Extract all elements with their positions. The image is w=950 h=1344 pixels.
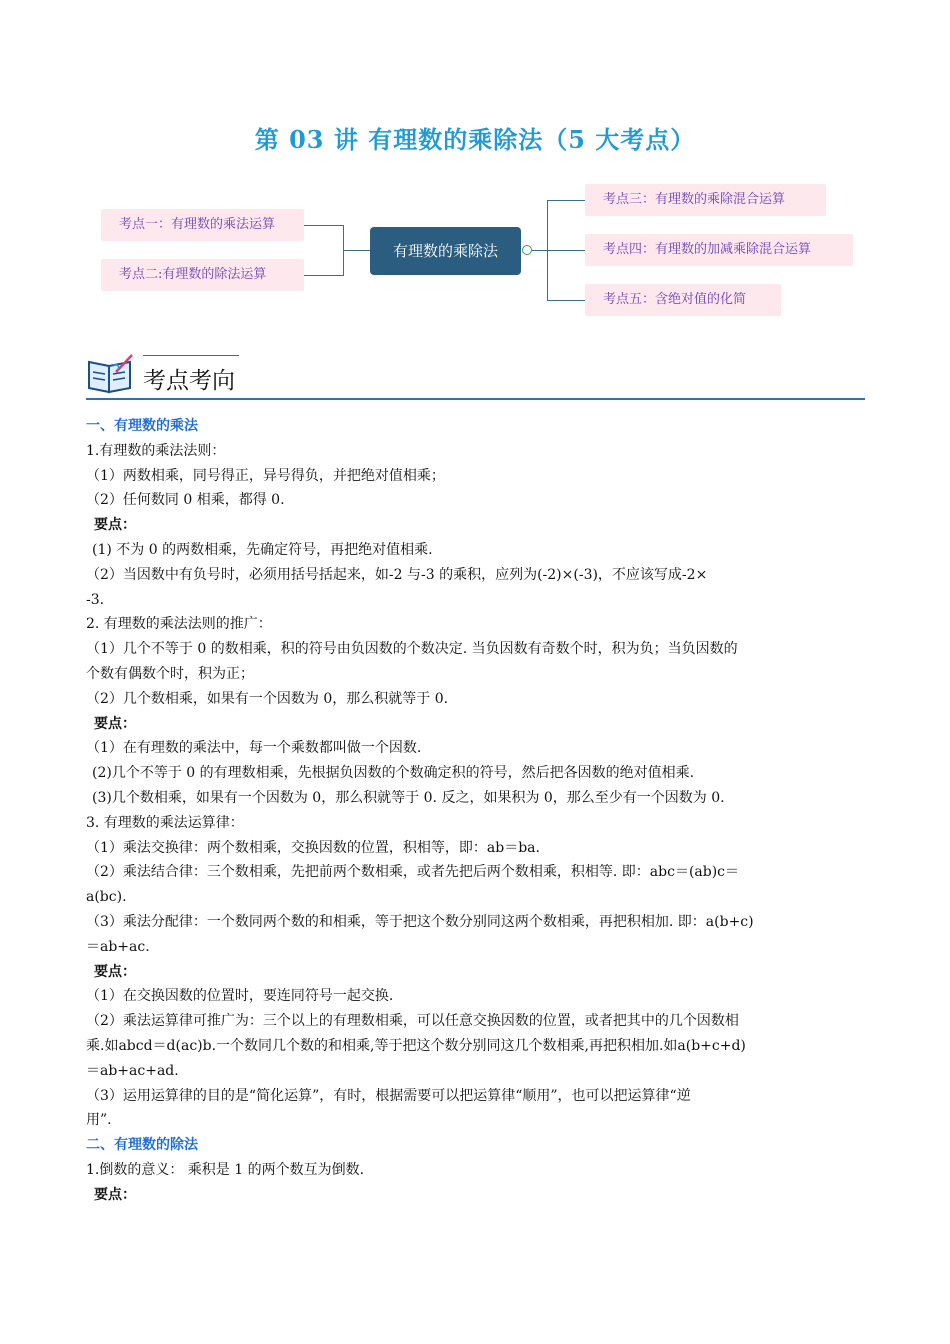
text-line: （2）当因数中有负号时，必须用括号括起来，如-2 与-3 的乘积，应列为(-2)×(-3)，不应该写成-2× — [86, 566, 708, 583]
text-line: （2）几个数相乘，如果有一个因数为 0，那么积就等于 0. — [86, 690, 449, 707]
text-line: 1.倒数的意义： 乘积是 1 的两个数互为倒数. — [86, 1161, 365, 1178]
connector-line — [343, 250, 370, 251]
text-line: ＝ab+ac+ad. — [86, 1062, 179, 1079]
text-line: 乘.如abcd＝d(ac)b.一个数同几个数的和相乘,等于把这个数分别同这几个数相乘,再把积相加.如a(b+c+d) — [86, 1037, 746, 1054]
mindmap-node-3: 考点三：有理数的乘除混合运算 — [585, 184, 826, 216]
key-point-label: 要点： — [94, 963, 136, 980]
text-line: 2. 有理数的乘法法则的推广： — [86, 616, 272, 633]
text-line: 1.有理数的乘法法则： — [86, 442, 226, 459]
mindmap-node-2: 考点二:有理数的除法运算 — [101, 259, 304, 291]
text-line: （1）几个不等于 0 的数相乘，积的符号由负因数的个数决定. 当负因数有奇数个时，积为负；当负因数的 — [86, 641, 738, 658]
connector-line — [304, 225, 344, 226]
heading-multiplication: 一、有理数的乘法 — [86, 418, 198, 434]
section-top-line — [143, 355, 239, 356]
text-line: （3）运用运算律的目的是“简化运算”，有时，根据需要可以把运算律“顺用”，也可以把运算律“逆 — [86, 1087, 691, 1104]
connector-line — [547, 200, 585, 201]
key-point-label: 要点： — [94, 517, 136, 534]
key-point-label: 要点： — [94, 1186, 136, 1203]
text-line: -3. — [86, 591, 105, 608]
text-line: (1) 不为 0 的两数相乘，先确定符号，再把绝对值相乘. — [92, 541, 433, 558]
connector-line — [304, 275, 344, 276]
text-line: （1）乘法交换律：两个数相乘，交换因数的位置，积相等，即：ab＝ba. — [86, 839, 540, 856]
text-line: （2）乘法运算律可推广为：三个以上的有理数相乘，可以任意交换因数的位置，或者把其中的几个因数相 — [86, 1013, 739, 1030]
connector-line — [547, 300, 585, 301]
collapse-dot-icon — [522, 245, 532, 255]
text-line: (3)几个数相乘，如果有一个因数为 0，那么积就等于 0. 反之，如果积为 0，那么至少有一个因数为 0. — [92, 789, 725, 806]
book-icon — [86, 352, 136, 394]
section-title: 考点考向 — [143, 368, 235, 394]
mindmap-node-4: 考点四：有理数的加减乘除混合运算 — [585, 234, 853, 266]
text-line: ＝ab+ac. — [86, 938, 150, 955]
key-point-label: 要点： — [94, 715, 136, 732]
text-line: 用”. — [86, 1112, 112, 1129]
connector-line — [547, 250, 585, 251]
mindmap-node-1: 考点一：有理数的乘法运算 — [101, 209, 304, 241]
mindmap-center-node: 有理数的乘除法 — [370, 227, 521, 275]
text-line: 3. 有理数的乘法运算律： — [86, 814, 244, 831]
text-line: a(bc). — [86, 889, 127, 906]
text-line: (2)几个不等于 0 的有理数相乘，先根据负因数的个数确定积的符号，然后把各因数的绝对值相乘. — [92, 765, 695, 782]
mind-map — [0, 0, 950, 340]
text-line: （1）在有理数的乘法中，每一个乘数都叫做一个因数. — [86, 740, 422, 757]
mindmap-node-5: 考点五：含绝对值的化简 — [585, 284, 781, 316]
document-body — [86, 414, 867, 1208]
text-line: （2）乘法结合律：三个数相乘，先把前两个数相乘，或者先把后两个数相乘，积相等. 即：abc＝(ab)c＝ — [86, 864, 740, 881]
page-title: 第 03 讲 有理数的乘除法（5 大考点） — [254, 125, 696, 154]
text-line: （3）乘法分配律：一个数同两个数的和相乘，等于把这个数分别同这两个数相乘，再把积相加. 即：a(b+c) — [86, 913, 754, 930]
text-line: （1）在交换因数的位置时，要连同符号一起交换. — [86, 988, 394, 1005]
text-line: （2）任何数同 0 相乘，都得 0. — [86, 492, 285, 509]
text-line: （1）两数相乘，同号得正，异号得负，并把绝对值相乘； — [86, 467, 445, 484]
text-line: 个数有偶数个时，积为正； — [86, 665, 254, 682]
section-divider — [86, 398, 865, 400]
heading-division: 二、有理数的除法 — [86, 1137, 198, 1154]
connector-line — [532, 250, 548, 251]
